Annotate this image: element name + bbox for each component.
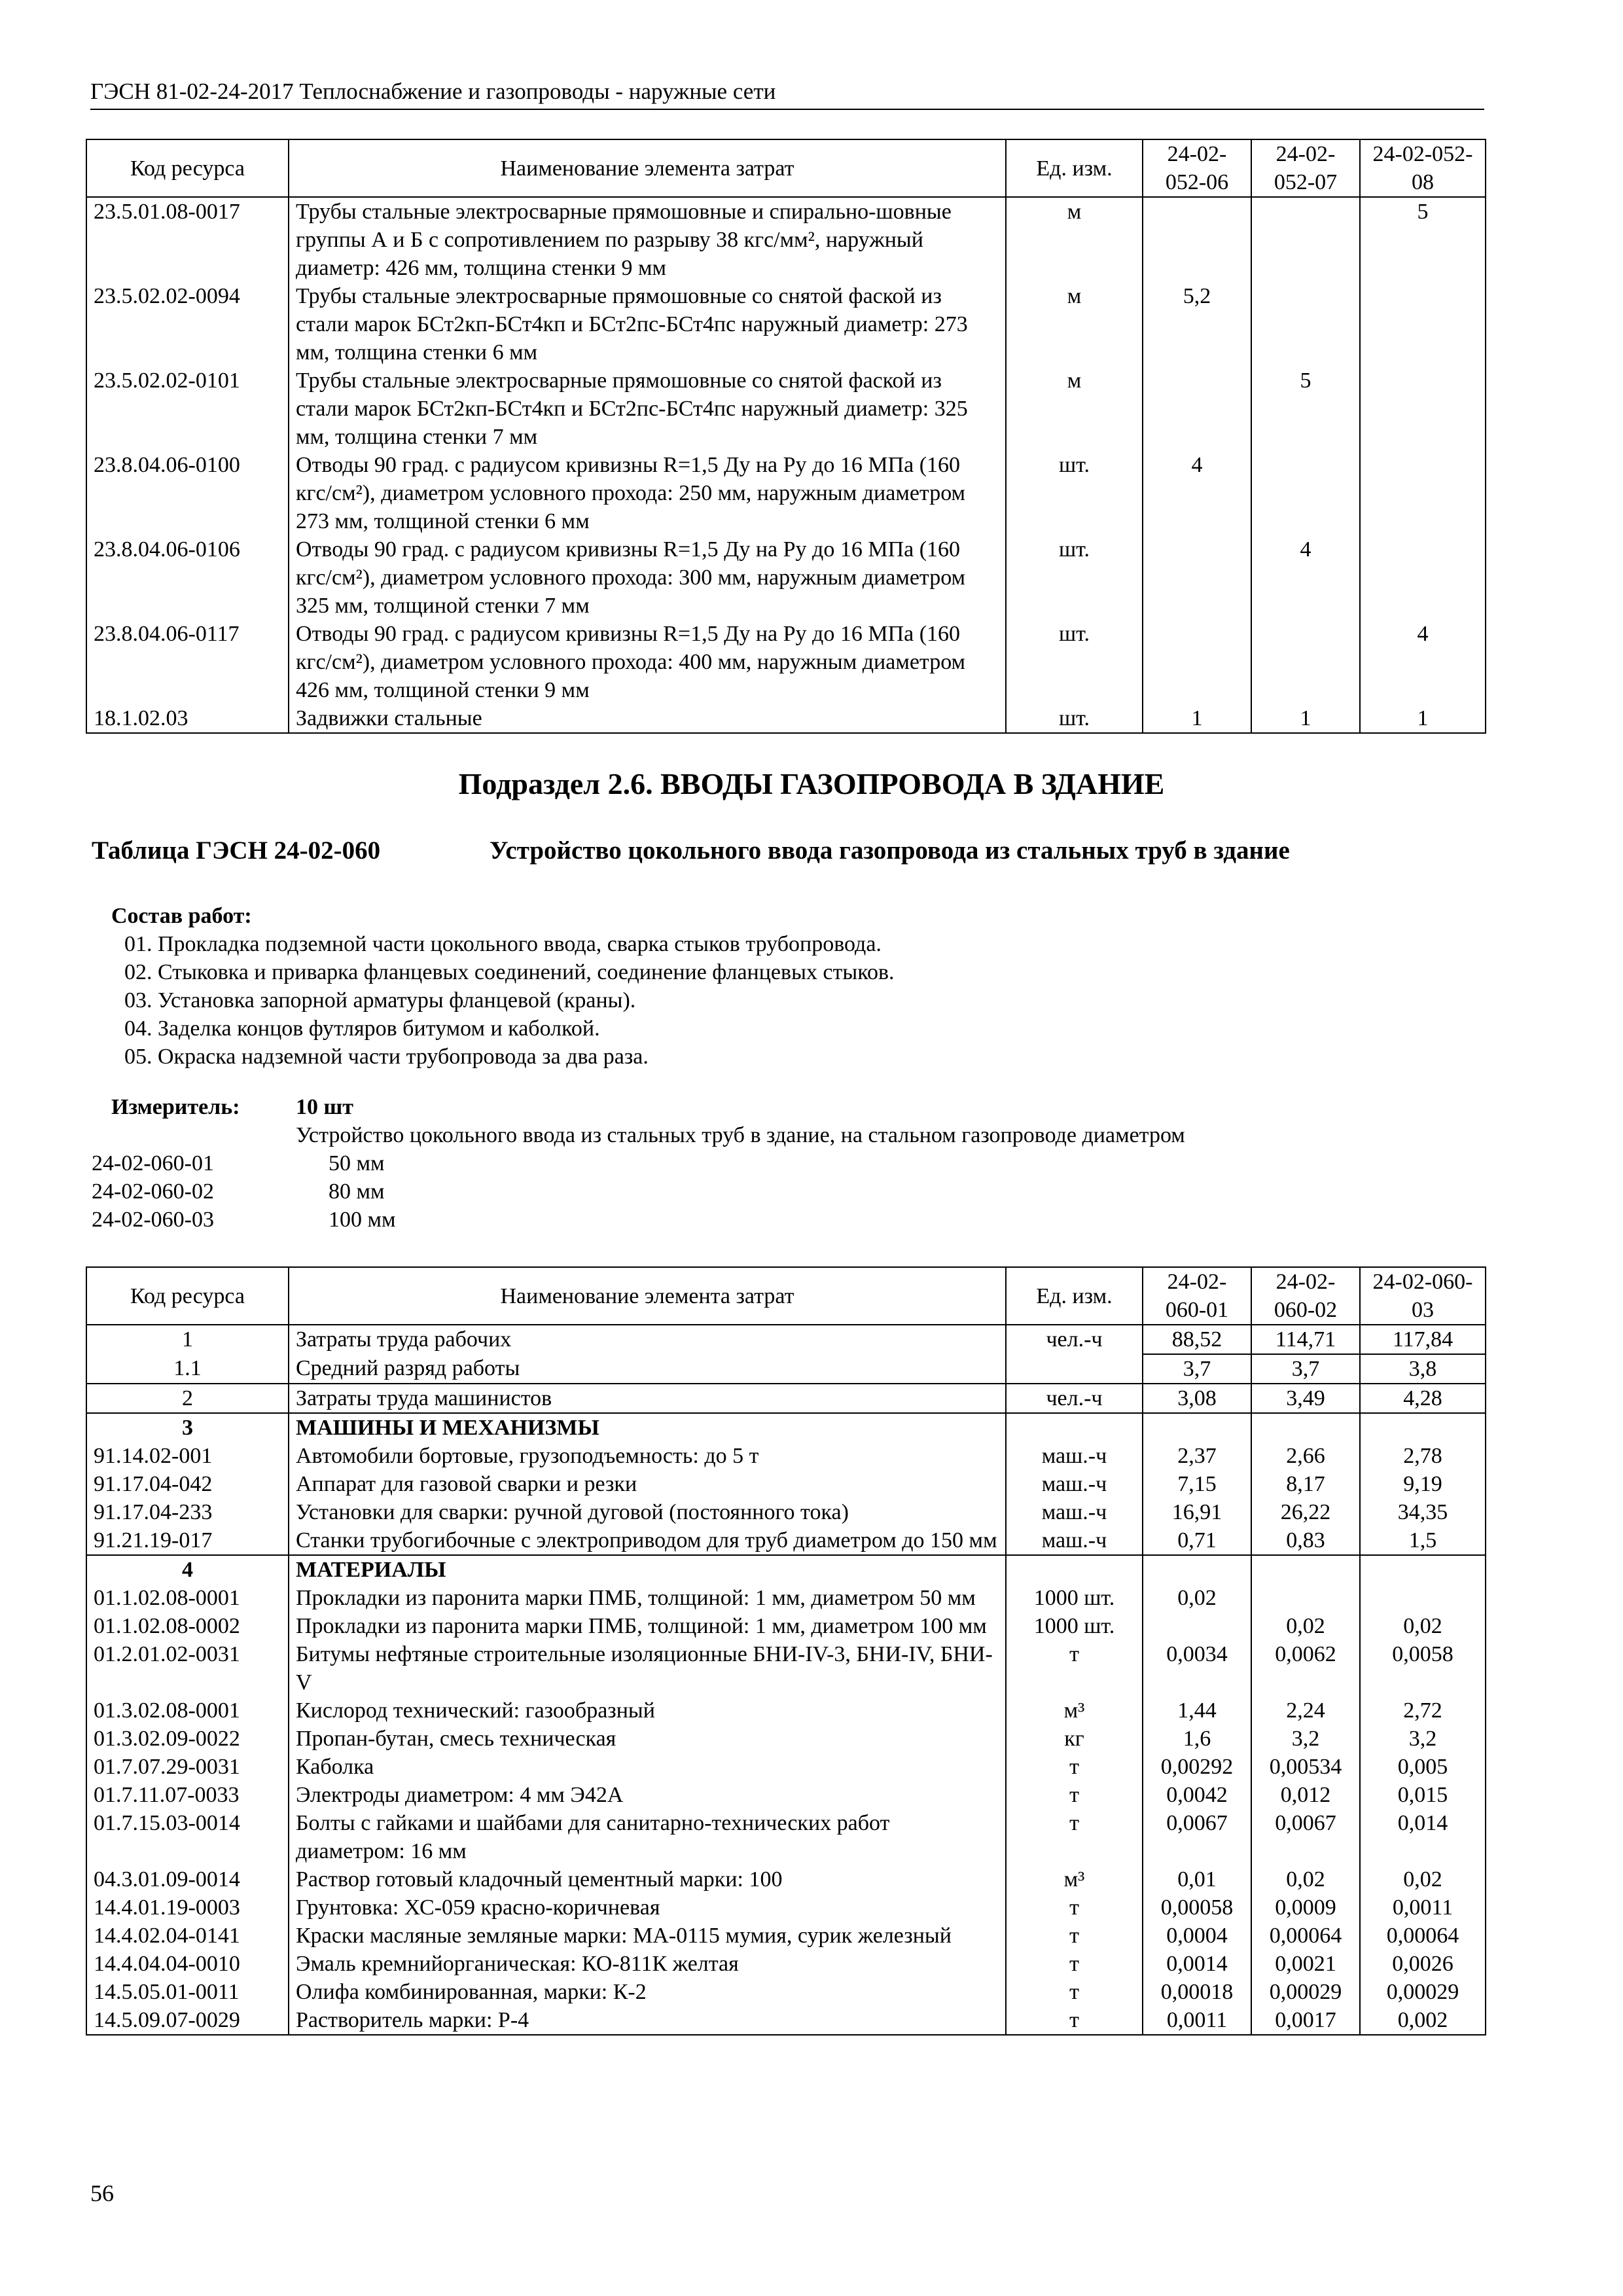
table-row: [86, 620, 1486, 704]
cell-value-2: 0,0009: [1251, 1893, 1360, 1922]
cell-value-2: 1: [1251, 704, 1360, 733]
resource-table-052: [86, 139, 1486, 734]
table-row: [86, 1809, 1486, 1865]
cell-name: Битумы нефтяные строительные изоляционные БНИ-IV-3, БНИ-IV, БНИ-V: [289, 1640, 1006, 1696]
cell-value-2: 0,0017: [1251, 2006, 1360, 2035]
works-item: 03. Установка запорной арматуры фланцевой (краны).: [124, 988, 636, 1013]
table-row: [86, 197, 1486, 282]
table-row: [86, 1555, 1486, 1584]
cell-code: 2: [86, 1384, 289, 1413]
cell-name: Отводы 90 град. с радиусом кривизны R=1,5 Ду на Ру до 16 МПа (160 кгс/см²), диаметром условного прохода: 400 мм, наружным диаметром 426 мм, толщиной стенки 9 мм: [289, 620, 1006, 704]
cell-value-3: 117,84: [1360, 1325, 1486, 1354]
cell-code: 23.5.01.08-0017: [86, 197, 289, 282]
cell-value-1: 3,7: [1143, 1354, 1251, 1384]
table-row: [86, 1893, 1486, 1922]
cell-name: Болты с гайками и шайбами для санитарно-технических работ диаметром: 16 мм: [289, 1809, 1006, 1865]
cell-value-3: [1360, 282, 1486, 367]
cell-value-3: 4,28: [1360, 1384, 1486, 1413]
cell-value-3: 1,5: [1360, 1526, 1486, 1555]
cell-value-3: 2,78: [1360, 1442, 1486, 1470]
cell-code: 3: [86, 1413, 289, 1442]
cell-value-2: 5: [1251, 367, 1360, 451]
cell-code: 23.8.04.06-0117: [86, 620, 289, 704]
cell-value-2: 3,7: [1251, 1354, 1360, 1384]
works-composition: [111, 902, 895, 1071]
cell-value-1: 0,0011: [1143, 2006, 1251, 2035]
cell-name: Раствор готовый кладочный цементный марки: 100: [289, 1865, 1006, 1893]
meter-diameter: 50 мм: [329, 1151, 385, 1175]
header-name: Наименование элемента затрат: [289, 1267, 1006, 1325]
cell-value-1: 5,2: [1143, 282, 1251, 367]
cell-value-2: 0,00064: [1251, 1922, 1360, 1950]
cell-value-3: [1360, 1584, 1486, 1612]
cell-code: 01.2.01.02-0031: [86, 1640, 289, 1696]
cell-value-3: 0,02: [1360, 1612, 1486, 1640]
cell-unit: м³: [1006, 1865, 1143, 1893]
cell-value-1: 0,00018: [1143, 1978, 1251, 2006]
header-unit: Ед. изм.: [1006, 1267, 1143, 1325]
cell-unit: м: [1006, 197, 1143, 282]
cell-code: 91.17.04-042: [86, 1470, 289, 1498]
table-row: [86, 1584, 1486, 1612]
cell-value-2: 0,00029: [1251, 1978, 1360, 2006]
cell-code: 18.1.02.03: [86, 704, 289, 733]
cell-name: Средний разряд работы: [289, 1354, 1006, 1384]
running-head: ГЭСН 81-02-24-2017 Теплоснабжение и газопроводы - наружные сети: [90, 77, 1484, 110]
cell-value-1: 0,00058: [1143, 1893, 1251, 1922]
cell-unit: шт.: [1006, 535, 1143, 620]
cell-code: 23.8.04.06-0106: [86, 535, 289, 620]
cell-unit: т: [1006, 1753, 1143, 1781]
cell-name: Затраты труда рабочих: [289, 1325, 1006, 1354]
cell-code: 1: [86, 1325, 289, 1354]
cell-unit: т: [1006, 1950, 1143, 1978]
table-row: [86, 1526, 1486, 1555]
cell-value-2: 0,0062: [1251, 1640, 1360, 1696]
table-row: [86, 1978, 1486, 2006]
cell-value-3: [1360, 1555, 1486, 1584]
cell-unit: шт.: [1006, 620, 1143, 704]
table-header-row: [86, 1267, 1486, 1325]
table-body: [86, 1325, 1486, 2035]
table-row: [86, 367, 1486, 451]
table-heading-name: Таблица ГЭСН 24-02-060: [92, 836, 381, 865]
header-name: Наименование элемента затрат: [289, 139, 1006, 197]
cell-name: Олифа комбинированная, марки: К-2: [289, 1978, 1006, 2006]
cell-unit: кг: [1006, 1725, 1143, 1753]
cell-unit: т: [1006, 1978, 1143, 2006]
cell-code: 14.4.02.04-0141: [86, 1922, 289, 1950]
table-heading-description: Устройство цокольного ввода газопровода из стальных труб в здание: [490, 836, 1290, 865]
cell-code: 14.5.09.07-0029: [86, 2006, 289, 2035]
table-row: [86, 1354, 1486, 1384]
cell-name: Отводы 90 град. с радиусом кривизны R=1,5 Ду на Ру до 16 МПа (160 кгс/см²), диаметром условного прохода: 250 мм, наружным диаметром 273 мм, толщиной стенки 6 мм: [289, 451, 1006, 535]
meter-code: 24-02-060-02: [92, 1179, 214, 1204]
table-body: [86, 197, 1486, 733]
header-col1: 24-02-052-06: [1143, 139, 1251, 197]
cell-value-2: 8,17: [1251, 1470, 1360, 1498]
cell-value-1: 3,08: [1143, 1384, 1251, 1413]
page-number: 56: [90, 2180, 114, 2206]
table-row: [86, 1640, 1486, 1696]
table-row: [86, 282, 1486, 367]
table-row: [86, 1781, 1486, 1809]
cell-name: Прокладки из паронита марки ПМБ, толщиной: 1 мм, диаметром 50 мм: [289, 1584, 1006, 1612]
table-header-row: [86, 139, 1486, 197]
cell-value-1: 16,91: [1143, 1498, 1251, 1526]
cell-code: 14.4.04.04-0010: [86, 1950, 289, 1978]
cell-value-1: 0,0034: [1143, 1640, 1251, 1696]
table-row: [86, 535, 1486, 620]
cell-value-1: 88,52: [1143, 1325, 1251, 1354]
cell-value-2: 114,71: [1251, 1325, 1360, 1354]
table-row: [86, 1922, 1486, 1950]
cell-code: 01.7.15.03-0014: [86, 1809, 289, 1865]
cell-value-3: 0,015: [1360, 1781, 1486, 1809]
works-item: 01. Прокладка подземной части цокольного ввода, сварка стыков трубопровода.: [124, 932, 882, 956]
table-row: [86, 1696, 1486, 1725]
cell-code: 01.3.02.09-0022: [86, 1725, 289, 1753]
cell-name: Станки трубогибочные с электроприводом для труб диаметром до 150 мм: [289, 1526, 1006, 1555]
header-unit: Ед. изм.: [1006, 139, 1143, 197]
cell-value-2: 0,02: [1251, 1865, 1360, 1893]
cell-value-2: [1251, 451, 1360, 535]
cell-code: 23.5.02.02-0101: [86, 367, 289, 451]
cell-value-2: 2,24: [1251, 1696, 1360, 1725]
cell-code: 91.14.02-001: [86, 1442, 289, 1470]
header-col3: 24-02-060-03: [1360, 1267, 1486, 1325]
cell-value-3: [1360, 451, 1486, 535]
meter-description: Устройство цокольного ввода из стальных труб в здание, на стальном газопроводе диаметром: [296, 1123, 1185, 1147]
meter-diameter: 100 мм: [329, 1208, 396, 1232]
cell-name: Автомобили бортовые, грузоподъемность: до 5 т: [289, 1442, 1006, 1470]
cell-value-2: 0,0021: [1251, 1950, 1360, 1978]
cell-name: Краски масляные земляные марки: МА-0115 мумия, сурик железный: [289, 1922, 1006, 1950]
table-row: [86, 1753, 1486, 1781]
cell-name: МАТЕРИАЛЫ: [289, 1555, 1006, 1584]
cell-value-3: 0,00029: [1360, 1978, 1486, 2006]
cell-value-3: [1360, 535, 1486, 620]
cell-code: 01.7.07.29-0031: [86, 1753, 289, 1781]
cell-name: Грунтовка: ХС-059 красно-коричневая: [289, 1893, 1006, 1922]
cell-code: 01.1.02.08-0001: [86, 1584, 289, 1612]
resource-table-060: [86, 1266, 1486, 2036]
table-row: [86, 1612, 1486, 1640]
cell-code: 14.4.01.19-0003: [86, 1893, 289, 1922]
cell-value-3: 34,35: [1360, 1498, 1486, 1526]
cell-value-3: 0,00064: [1360, 1922, 1486, 1950]
cell-value-1: 0,0042: [1143, 1781, 1251, 1809]
cell-value-3: 0,014: [1360, 1809, 1486, 1865]
meter-code: 24-02-060-03: [92, 1208, 214, 1232]
cell-value-2: 0,83: [1251, 1526, 1360, 1555]
works-title: Состав работ:: [111, 904, 252, 928]
cell-value-1: 7,15: [1143, 1470, 1251, 1498]
cell-value-1: [1143, 367, 1251, 451]
cell-unit: т: [1006, 1809, 1143, 1865]
cell-value-3: 2,72: [1360, 1696, 1486, 1725]
cell-name: Кислород технический: газообразный: [289, 1696, 1006, 1725]
cell-name: Трубы стальные электросварные прямошовные со снятой фаской из стали марок БСт2кп-БСт4кп и БСт2пс-БСт4пс наружный диаметр: 273 мм, толщина стенки 6 мм: [289, 282, 1006, 367]
cell-unit: [1006, 1555, 1143, 1584]
cell-value-2: 2,66: [1251, 1442, 1360, 1470]
works-item: 05. Окраска надземной части трубопровода за два раза.: [124, 1045, 649, 1069]
table-row: [86, 1413, 1486, 1442]
cell-value-2: [1251, 1555, 1360, 1584]
cell-code: 1.1: [86, 1354, 289, 1384]
table-row: [86, 704, 1486, 733]
meter-label: Измеритель:: [111, 1095, 240, 1119]
cell-name: Каболка: [289, 1753, 1006, 1781]
table-row: [86, 1865, 1486, 1893]
cell-name: Растворитель марки: Р-4: [289, 2006, 1006, 2035]
cell-name: МАШИНЫ И МЕХАНИЗМЫ: [289, 1413, 1006, 1442]
cell-code: 23.8.04.06-0100: [86, 451, 289, 535]
cell-unit: м: [1006, 367, 1143, 451]
header-col2: 24-02-052-07: [1251, 139, 1360, 197]
cell-code: 4: [86, 1555, 289, 1584]
table-row: [86, 1325, 1486, 1354]
cell-value-2: 0,012: [1251, 1781, 1360, 1809]
cell-value-3: 4: [1360, 620, 1486, 704]
cell-value-1: 1,44: [1143, 1696, 1251, 1725]
cell-name: Установки для сварки: ручной дуговой (постоянного тока): [289, 1498, 1006, 1526]
cell-code: 04.3.01.09-0014: [86, 1865, 289, 1893]
cell-value-1: 4: [1143, 451, 1251, 535]
cell-value-2: 0,00534: [1251, 1753, 1360, 1781]
cell-unit: чел.-ч: [1006, 1325, 1143, 1354]
cell-value-1: [1143, 535, 1251, 620]
meter-diameter: 80 мм: [329, 1179, 385, 1204]
cell-value-1: 0,00292: [1143, 1753, 1251, 1781]
cell-name: Трубы стальные электросварные прямошовные и спирально-шовные группы А и Б с сопротивлением по разрыву 38 кгс/мм², наружный диаметр: 426 мм, толщина стенки 9 мм: [289, 197, 1006, 282]
cell-value-1: 0,02: [1143, 1584, 1251, 1612]
cell-name: Задвижки стальные: [289, 704, 1006, 733]
cell-value-2: [1251, 620, 1360, 704]
meter-code: 24-02-060-01: [92, 1151, 214, 1175]
cell-unit: 1000 шт.: [1006, 1584, 1143, 1612]
cell-unit: т: [1006, 1893, 1143, 1922]
cell-unit: м³: [1006, 1696, 1143, 1725]
cell-name: Аппарат для газовой сварки и резки: [289, 1470, 1006, 1498]
cell-value-3: 1: [1360, 704, 1486, 733]
meter-value: 10 шт: [296, 1095, 353, 1119]
cell-unit: маш.-ч: [1006, 1442, 1143, 1470]
cell-value-2: [1251, 282, 1360, 367]
cell-code: 91.17.04-233: [86, 1498, 289, 1526]
cell-name: Отводы 90 град. с радиусом кривизны R=1,5 Ду на Ру до 16 МПа (160 кгс/см²), диаметром условного прохода: 300 мм, наружным диаметром 325 мм, толщиной стенки 7 мм: [289, 535, 1006, 620]
header-col3: 24-02-052-08: [1360, 139, 1486, 197]
cell-value-2: 0,02: [1251, 1612, 1360, 1640]
cell-value-1: [1143, 1413, 1251, 1442]
cell-value-1: 2,37: [1143, 1442, 1251, 1470]
cell-value-3: 3,2: [1360, 1725, 1486, 1753]
cell-value-3: 0,02: [1360, 1865, 1486, 1893]
cell-value-2: 4: [1251, 535, 1360, 620]
works-item: 02. Стыковка и приварка фланцевых соединений, соединение фланцевых стыков.: [124, 960, 895, 984]
cell-value-3: 0,0011: [1360, 1893, 1486, 1922]
cell-value-3: 0,0026: [1360, 1950, 1486, 1978]
cell-name: Эмаль кремнийорганическая: КО-811К желтая: [289, 1950, 1006, 1978]
cell-value-1: 0,01: [1143, 1865, 1251, 1893]
cell-value-1: [1143, 1555, 1251, 1584]
cell-value-1: 0,0067: [1143, 1809, 1251, 1865]
cell-value-2: [1251, 1413, 1360, 1442]
cell-name: Электроды диаметром: 4 мм Э42А: [289, 1781, 1006, 1809]
cell-value-1: [1143, 197, 1251, 282]
cell-unit: чел.-ч: [1006, 1384, 1143, 1413]
subsection-title: Подраздел 2.6. ВВОДЫ ГАЗОПРОВОДА В ЗДАНИЕ: [458, 767, 1165, 800]
header-code: Код ресурса: [86, 139, 289, 197]
cell-unit: т: [1006, 1922, 1143, 1950]
cell-value-3: 0,0058: [1360, 1640, 1486, 1696]
cell-value-3: 9,19: [1360, 1470, 1486, 1498]
table-row: [86, 1470, 1486, 1498]
table-row: [86, 1442, 1486, 1470]
cell-name: Затраты труда машинистов: [289, 1384, 1006, 1413]
cell-value-1: 0,0014: [1143, 1950, 1251, 1978]
cell-code: 01.3.02.08-0001: [86, 1696, 289, 1725]
cell-value-3: 5: [1360, 197, 1486, 282]
table-row: [86, 1498, 1486, 1526]
cell-value-2: 26,22: [1251, 1498, 1360, 1526]
cell-value-1: 1,6: [1143, 1725, 1251, 1753]
cell-value-2: 0,0067: [1251, 1809, 1360, 1865]
cell-value-3: 3,8: [1360, 1354, 1486, 1384]
cell-value-3: 0,002: [1360, 2006, 1486, 2035]
header-col2: 24-02-060-02: [1251, 1267, 1360, 1325]
cell-unit: т: [1006, 2006, 1143, 2035]
cell-value-2: 3,2: [1251, 1725, 1360, 1753]
cell-value-2: 3,49: [1251, 1384, 1360, 1413]
table-row: [86, 1725, 1486, 1753]
cell-unit: т: [1006, 1640, 1143, 1696]
cell-value-1: [1143, 620, 1251, 704]
cell-name: Трубы стальные электросварные прямошовные со снятой фаской из стали марок БСт2кп-БСт4кп и БСт2пс-БСт4пс наружный диаметр: 325 мм, толщина стенки 7 мм: [289, 367, 1006, 451]
cell-unit: шт.: [1006, 451, 1143, 535]
table-row: [86, 2006, 1486, 2035]
cell-unit: маш.-ч: [1006, 1526, 1143, 1555]
table-row: [86, 1384, 1486, 1413]
table-row: [86, 1950, 1486, 1978]
cell-unit: [1006, 1413, 1143, 1442]
cell-unit: [1006, 1354, 1143, 1384]
cell-value-2: [1251, 197, 1360, 282]
cell-unit: маш.-ч: [1006, 1498, 1143, 1526]
cell-value-3: 0,005: [1360, 1753, 1486, 1781]
cell-code: 91.21.19-017: [86, 1526, 289, 1555]
cell-value-1: 0,71: [1143, 1526, 1251, 1555]
header-code: Код ресурса: [86, 1267, 289, 1325]
cell-unit: шт.: [1006, 704, 1143, 733]
cell-value-1: 0,0004: [1143, 1922, 1251, 1950]
cell-value-3: [1360, 1413, 1486, 1442]
cell-code: 14.5.05.01-0011: [86, 1978, 289, 2006]
cell-name: Прокладки из паронита марки ПМБ, толщиной: 1 мм, диаметром 100 мм: [289, 1612, 1006, 1640]
cell-unit: маш.-ч: [1006, 1470, 1143, 1498]
cell-name: Пропан-бутан, смесь техническая: [289, 1725, 1006, 1753]
header-col1: 24-02-060-01: [1143, 1267, 1251, 1325]
cell-value-2: [1251, 1584, 1360, 1612]
cell-unit: т: [1006, 1781, 1143, 1809]
cell-code: 01.7.11.07-0033: [86, 1781, 289, 1809]
works-item: 04. Заделка концов футляров битумом и каболкой.: [124, 1016, 600, 1041]
table-row: [86, 451, 1486, 535]
cell-unit: 1000 шт.: [1006, 1612, 1143, 1640]
cell-value-3: [1360, 367, 1486, 451]
cell-code: 23.5.02.02-0094: [86, 282, 289, 367]
cell-value-1: [1143, 1612, 1251, 1640]
cell-unit: м: [1006, 282, 1143, 367]
cell-code: 01.1.02.08-0002: [86, 1612, 289, 1640]
cell-value-1: 1: [1143, 704, 1251, 733]
